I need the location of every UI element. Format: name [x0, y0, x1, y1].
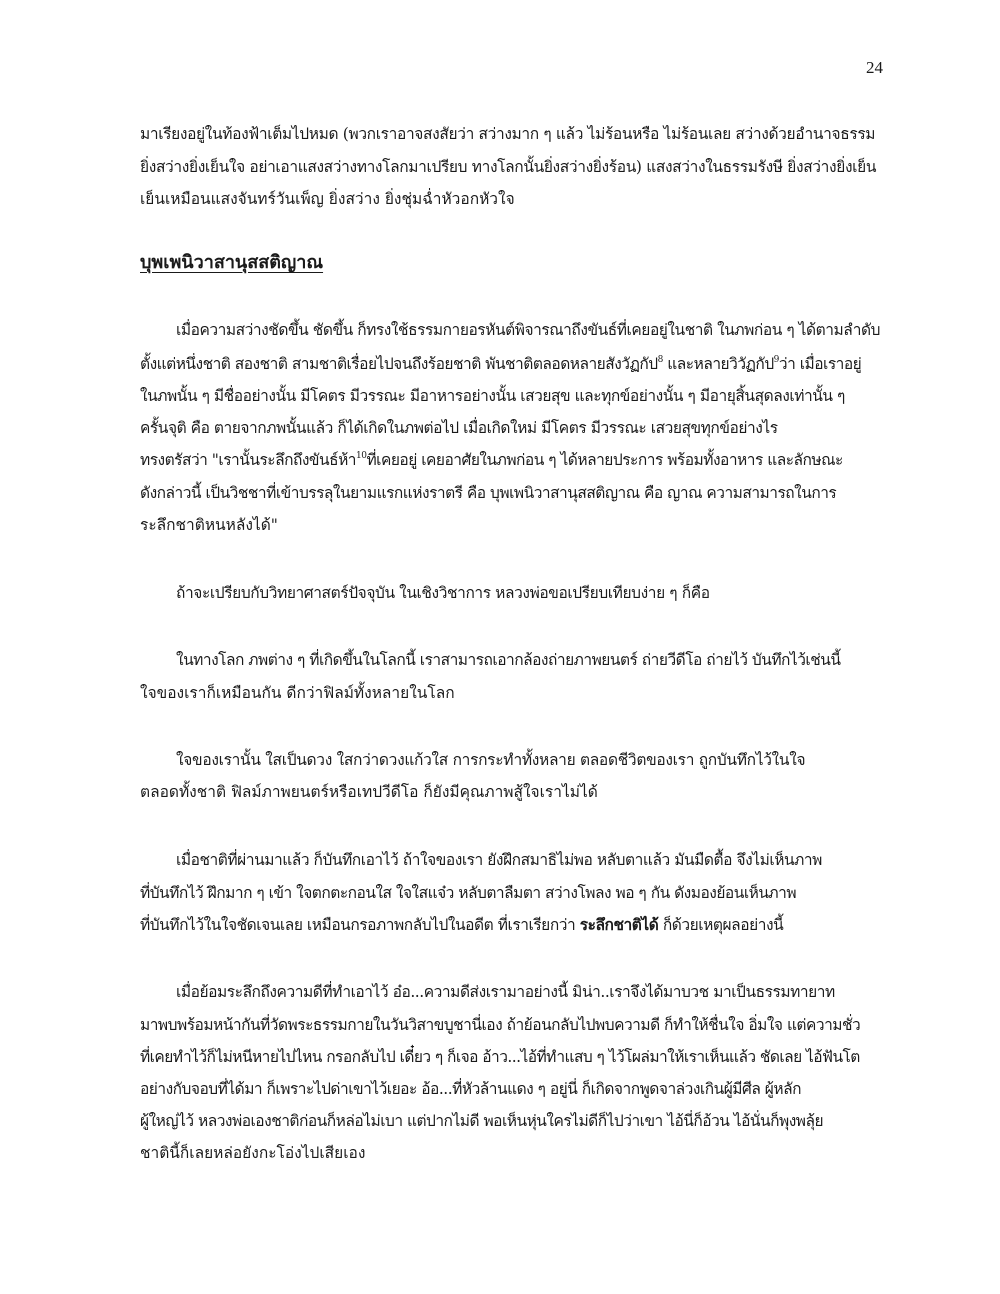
- text-segment: ก็ด้วยเหตุผลอย่างนี้: [658, 916, 784, 934]
- text-line: ดังกล่าวนี้ เป็นวิชชาที่เข้าบรรลุในยามแรกแห่งราตรี คือ บุพเพนิวาสานุสสติญาณ คือ ญาณ ความสามารถในการ: [140, 484, 837, 502]
- section-heading: บุพเพนิวาสานุสสติญาณ: [140, 252, 324, 273]
- text-segment: ตั้งแต่หนึ่งชาติ สองชาติ สามชาติเรื่อยไปจนถึงร้อยชาติ พันชาติตลอดหลายสังวัฏกัป: [140, 355, 658, 373]
- paragraph-3: ถ้าจะเปรียบกับวิทยาศาสตร์ปัจจุบัน ในเชิงวิชาการ หลวงพ่อขอเปรียบเทียบง่าย ๆ ก็คือ: [176, 584, 710, 602]
- text-line: เย็นเหมือนแสงจันทร์วันเพ็ญ ยิ่งสว่าง ยิ่งชุ่มฉ่ำหัวอกหัวใจ: [140, 190, 515, 208]
- text-line: ใจของเราก็เหมือนกัน ดีกว่าฟิลม์ทั้งหลายในโลก: [140, 684, 455, 702]
- footnote-ref: 8: [657, 355, 663, 365]
- text-line: ครั้นจุติ คือ ตายจากภพนั้นแล้ว ก็ได้เกิดในภพต่อไป เมื่อเกิดใหม่ มีโคตร มีวรรณะ เสวยสุขทุกข์อย่างไร: [140, 419, 778, 437]
- text-line: ที่เคยทำไว้ก็ไม่หนีหายไปไหน กรอกลับไป เดี๋ยว ๆ ก็เจอ อ้าว...ไอ้ที่ทำแสบ ๆ ไว้โผล่มาให้เราเห็นแล้ว ชัดเลย ไอ้ฟันโต: [140, 1048, 860, 1066]
- text-line: เมื่อความสว่างชัดขึ้น ชัดขึ้น ก็ทรงใช้ธรรมกายอรหันต์พิจารณาถึงขันธ์ที่เคยอยู่ในชาติ ในภพก่อน ๆ ได้ตามลำดับ: [176, 321, 881, 339]
- text-line: [140, 450, 843, 470]
- text-line: ยิ่งสว่างยิ่งเย็นใจ อย่าเอาแสงสว่างทางโลกมาเปรียบ ทางโลกนั้นยิ่งสว่างยิ่งร้อน) แสงสว่างในธรรมรังษี ยิ่งสว่างยิ่งเย็น: [140, 158, 877, 176]
- text-line: [140, 354, 861, 374]
- text-line: มาพบพร้อมหน้ากันที่วัดพระธรรมกายในวันวิสาขบูชานี่เอง ถ้าย้อนกลับไปพบความดี ก็ทำให้ชื่นใจ อิ่มใจ แต่ความชั่ว: [140, 1016, 861, 1034]
- text-segment: ที่บันทึกไว้ในใจชัดเจนเลย เหมือนกรอภาพกลับไปในอดีต ที่เราเรียกว่า: [140, 916, 580, 934]
- text-line: ในทางโลก ภพต่าง ๆ ที่เกิดขึ้นในโลกนี้ เราสามารถเอากล้องถ่ายภาพยนตร์ ถ่ายวีดีโอ ถ่ายไว้ บันทึกไว้เช่นนี้: [176, 651, 841, 669]
- text-line: ผู้ใหญ่ไว้ หลวงพ่อเองชาติก่อนก็หล่อไม่เบา แต่ปากไม่ดี พอเห็นหุ่นใครไม่ดีก็ไปว่าเขา ไอ้นี่ก็อ้วน ไอ้นั่นก็พุงพลุ้ย: [140, 1112, 824, 1130]
- text-line: อย่างกับจอบที่ได้มา ก็เพราะไปด่าเขาไว้เยอะ อ้อ...ที่หัวล้านแดง ๆ อยู่นี่ ก็เกิดจากพูดจาล่วงเกินผู้มีศีล ผู้หลัก: [140, 1080, 801, 1098]
- text-segment: ทรงตรัสว่า "เรานั้นระลึกถึงขันธ์ห้า: [140, 451, 357, 469]
- footnote-ref: 9: [773, 355, 779, 365]
- page-number: 24: [866, 58, 883, 77]
- text-line: ใจของเรานั้น ใสเป็นดวง ใสกว่าดวงแก้วใส การกระทำทั้งหลาย ตลอดชีวิตของเรา ถูกบันทึกไว้ในใจ: [176, 751, 806, 769]
- text-line: ชาตินี้ก็เลยหล่อยังกะโอ่งไปเสียเอง: [140, 1144, 366, 1162]
- text-line: ตลอดทั้งชาติ ฟิลม์ภาพยนตร์หรือเทปวีดีโอ ก็ยังมีคุณภาพสู้ใจเราไม่ได้: [140, 783, 598, 801]
- text-segment: และหลายวิวัฏกัป: [662, 355, 774, 373]
- text-line: ระลึกชาติหนหลังได้": [140, 516, 278, 534]
- text-line: ที่บันทึกไว้ ฝึกมาก ๆ เข้า ใจตกตะกอนใส ใจใสแจ๋ว หลับตาลืมตา สว่างโพลง พอ ๆ กัน ดังมองย้อนเห็นภาพ: [140, 884, 797, 902]
- text-line: ในภพนั้น ๆ มีชื่ออย่างนั้น มีโคตร มีวรรณะ มีอาหารอย่างนั้น เสวยสุข และทุกข์อย่างนั้น ๆ มีอายุสิ้นสุดลงเท่านั้น ๆ: [140, 387, 845, 405]
- text-segment: ว่า เมื่อเราอยู่: [778, 355, 862, 373]
- text-line: [140, 915, 783, 935]
- footnote-ref: 10: [356, 451, 367, 461]
- emphasis-text: ระลึกชาติได้: [579, 915, 659, 934]
- text-segment: ที่เคยอยู่ เคยอาศัยในภพก่อน ๆ ได้หลายประการ พร้อมทั้งอาหาร และลักษณะ: [366, 451, 843, 469]
- text-line: มาเรียงอยู่ในท้องฟ้าเต็มไปหมด (พวกเราอาจสงสัยว่า สว่างมาก ๆ แล้ว ไม่ร้อนหรือ ไม่ร้อนเลย สว่างด้วยอำนาจธรรม: [140, 125, 876, 143]
- text-line: เมื่อชาติที่ผ่านมาแล้ว ก็บันทึกเอาไว้ ถ้าใจของเรา ยังฝึกสมาธิไม่พอ หลับตาแล้ว มันมืดตื้อ จึงไม่เห็นภาพ: [176, 851, 822, 869]
- text-line: เมื่อย้อมระลึกถึงความดีที่ทำเอาไว้ อ๋อ...ความดีส่งเรามาอย่างนี้ มิน่า..เราจึงได้มาบวช มาเป็นธรรมทายาท: [176, 983, 835, 1001]
